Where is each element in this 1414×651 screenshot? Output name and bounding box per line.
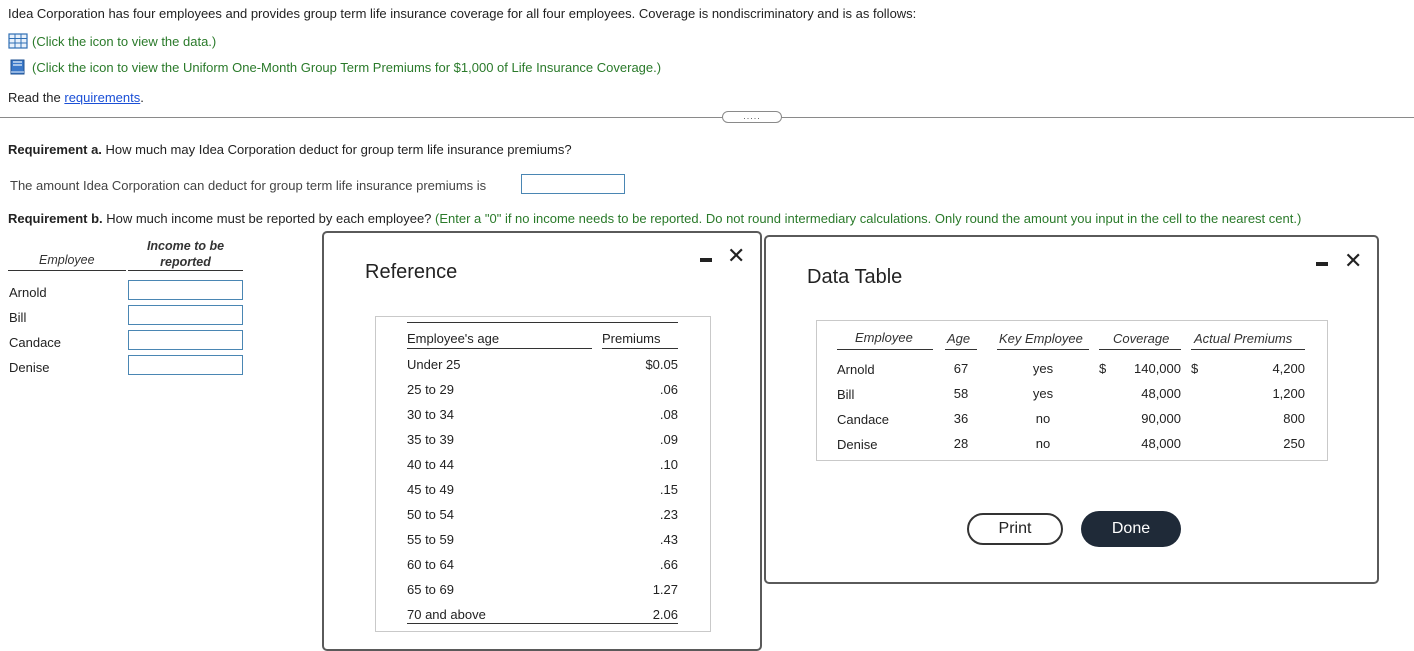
requirement-a-text: How much may Idea Corporation deduct for group term life insurance premiums? xyxy=(101,142,572,157)
age-bracket-label: 30 to 34 xyxy=(407,407,454,422)
close-icon[interactable]: ✕ xyxy=(727,243,746,268)
col-header-employee: Employee xyxy=(855,330,913,345)
read-requirements-line xyxy=(8,90,144,105)
col-header-employee: Employee xyxy=(39,253,95,267)
header-rule xyxy=(997,349,1089,350)
minimize-icon[interactable] xyxy=(700,258,712,262)
premiums-link-text[interactable]: (Click the icon to view the Uniform One-Month Group Term Premiums for $1,000 of Life Insurance Coverage.) xyxy=(32,59,662,75)
coverage-cell: 90,000 xyxy=(1141,411,1181,426)
col-header-actual-premiums: Actual Premiums xyxy=(1194,331,1293,346)
deduction-amount-input[interactable] xyxy=(521,174,625,194)
divider-drag-handle[interactable]: ..... xyxy=(722,111,782,123)
book-icon[interactable] xyxy=(8,58,28,76)
data-table-popup xyxy=(764,235,1379,584)
age-bracket-label: 45 to 49 xyxy=(407,482,454,497)
premium-value: .43 xyxy=(659,532,678,547)
employee-cell: Arnold xyxy=(837,362,875,377)
requirement-a-label: Requirement a. xyxy=(8,142,102,157)
col-header-age: Employee's age xyxy=(407,331,500,346)
key-employee-cell: no xyxy=(1035,411,1051,426)
table-bottom-rule xyxy=(407,623,678,624)
header-rule xyxy=(1191,349,1305,350)
header-underline xyxy=(128,270,243,271)
requirement-b-text: How much income must be reported by each employee? xyxy=(102,211,432,226)
premium-value: .23 xyxy=(659,507,678,522)
premium-value: .15 xyxy=(659,482,678,497)
coverage-cell: 48,000 xyxy=(1141,436,1181,451)
col-header-key-employee: Key Employee xyxy=(999,331,1083,346)
premium-value: .09 xyxy=(659,432,678,447)
premium-value: 2.06 xyxy=(652,607,678,622)
section-divider xyxy=(0,117,1414,118)
employee-name: Bill xyxy=(9,310,27,325)
age-bracket-label: 60 to 64 xyxy=(407,557,454,572)
income-input-denise[interactable] xyxy=(128,355,243,375)
key-employee-cell: yes xyxy=(1032,361,1054,376)
age-bracket-label: 55 to 59 xyxy=(407,532,454,547)
table-header-rule xyxy=(602,348,678,349)
table-top-rule xyxy=(407,322,678,323)
read-suffix: . xyxy=(140,90,144,105)
income-input-bill[interactable] xyxy=(128,305,243,325)
requirements-link[interactable]: requirements xyxy=(64,90,141,105)
age-bracket-label: 25 to 29 xyxy=(407,382,454,397)
age-cell: 58 xyxy=(953,386,969,401)
premium-currency-sign: $ xyxy=(1191,361,1199,376)
premiums-link-row[interactable] xyxy=(8,58,661,76)
read-prefix: Read the xyxy=(8,90,65,105)
income-input-candace[interactable] xyxy=(128,330,243,350)
employee-cell: Denise xyxy=(837,437,878,452)
actual-premium-cell: 250 xyxy=(1283,436,1305,451)
header-rule xyxy=(837,349,933,350)
actual-premium-cell: 4,200 xyxy=(1272,361,1305,376)
premium-value: .66 xyxy=(659,557,678,572)
age-bracket-label: 35 to 39 xyxy=(407,432,454,447)
employee-data-table xyxy=(816,320,1328,461)
reference-title: Reference xyxy=(365,261,458,283)
premium-value: 1.27 xyxy=(652,582,678,597)
col-header-age: Age xyxy=(947,331,971,346)
table-header-rule xyxy=(407,348,592,349)
col-header-coverage: Coverage xyxy=(1113,331,1170,346)
print-button[interactable]: Print xyxy=(967,513,1063,545)
requirement-b-question xyxy=(8,211,1301,226)
age-bracket-label: 70 and above xyxy=(407,607,486,622)
done-button[interactable]: Done xyxy=(1081,511,1181,547)
reference-popup xyxy=(322,231,762,651)
employee-name: Arnold xyxy=(9,285,47,300)
premium-value: .06 xyxy=(659,382,678,397)
requirement-b-instruction: (Enter a "0" if no income needs to be reported. Do not round intermediary calculations. Only round the amount you input in the cell to the nearest cent.) xyxy=(431,211,1302,226)
table-grid-icon[interactable] xyxy=(8,33,28,49)
age-bracket-label: 65 to 69 xyxy=(407,582,454,597)
header-rule xyxy=(945,349,977,350)
age-cell: 36 xyxy=(953,411,969,426)
premium-value: $0.05 xyxy=(645,357,678,372)
coverage-cell: 48,000 xyxy=(1141,386,1181,401)
deduction-prompt: The amount Idea Corporation can deduct for group term life insurance premiums is xyxy=(10,178,487,193)
age-bracket-label: 40 to 44 xyxy=(407,457,454,472)
coverage-currency-sign: $ xyxy=(1099,361,1107,376)
key-employee-cell: no xyxy=(1035,436,1051,451)
actual-premium-cell: 800 xyxy=(1283,411,1305,426)
employee-cell: Candace xyxy=(837,412,890,427)
col-header-income-line1: Income to be xyxy=(146,239,225,253)
data-link-row[interactable] xyxy=(8,33,216,49)
data-link-text[interactable]: (Click the icon to view the data.) xyxy=(32,33,217,49)
col-header-income-line2: reported xyxy=(160,255,211,269)
premium-value: .10 xyxy=(659,457,678,472)
data-table-title: Data Table xyxy=(807,266,903,288)
requirement-b-label: Requirement b. xyxy=(8,211,103,226)
employee-cell: Bill xyxy=(837,387,855,402)
age-cell: 67 xyxy=(953,361,969,376)
col-header-premiums: Premiums xyxy=(602,331,661,346)
minimize-icon[interactable] xyxy=(1316,262,1328,266)
col-header-income xyxy=(128,238,243,270)
income-input-arnold[interactable] xyxy=(128,280,243,300)
employee-name: Denise xyxy=(9,360,50,375)
requirement-a-question xyxy=(8,142,572,157)
actual-premium-cell: 1,200 xyxy=(1272,386,1305,401)
premiums-table xyxy=(375,316,711,632)
age-bracket-label: Under 25 xyxy=(407,357,461,372)
employee-name: Candace xyxy=(9,335,62,350)
coverage-cell: 140,000 xyxy=(1134,361,1181,376)
key-employee-cell: yes xyxy=(1032,386,1054,401)
header-underline xyxy=(8,270,126,271)
age-bracket-label: 50 to 54 xyxy=(407,507,454,522)
close-icon[interactable]: ✕ xyxy=(1344,248,1363,273)
problem-intro: Idea Corporation has four employees and provides group term life insurance coverage for all four employees. Coverage is nondiscriminatory and is as follows: xyxy=(8,6,917,21)
header-rule xyxy=(1099,349,1181,350)
premium-value: .08 xyxy=(659,407,678,422)
age-cell: 28 xyxy=(953,436,969,451)
